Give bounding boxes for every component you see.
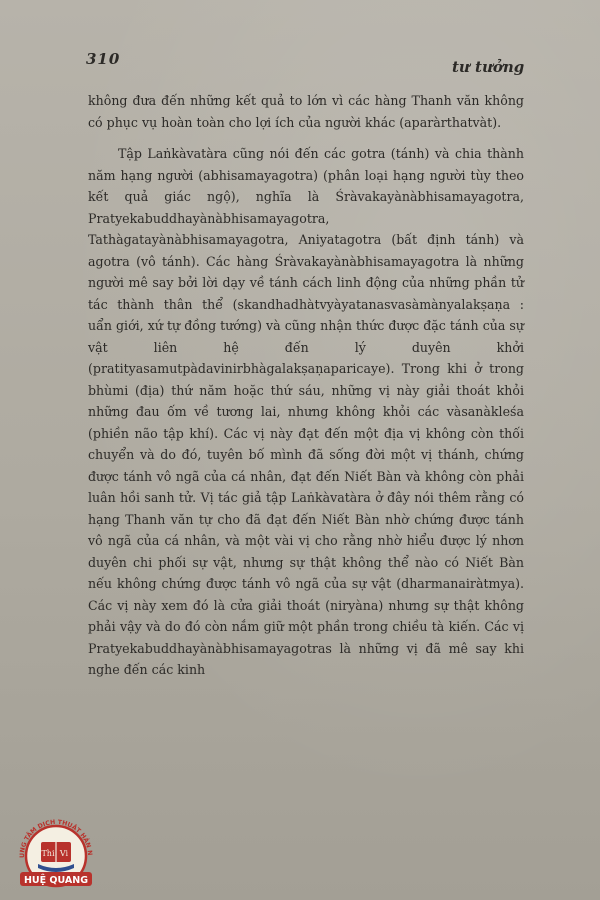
page-number: 310 [86,50,121,68]
logo-emblem-icon [14,812,98,890]
logo-arc-text: UNG TÂM DỊCH THUẬT HÁN N [18,818,94,859]
logo-name: HUỆ QUANG [23,875,89,886]
running-head: tư tưởng [452,58,525,76]
paragraph-continuation: không đưa đến những kết quả to lớn vì các hàng Thanh văn không có phục vụ hoàn toàn cho lợi ích của người khác (aparàrthatvàt). [88,93,524,130]
body-text [88,90,524,681]
svg-text:Vi: Vi [59,849,69,858]
svg-text:Thi: Thi [41,849,55,858]
paragraph-lankavatara: Tập Laṅkàvatàra cũng nói đến các gotra (tánh) và chia thành năm hạng người (abhisamayagotra) (phân loại hạng người tùy theo kết quả giác ngộ), nghĩa là Śràvakayànàbhisamayagotra, Pratyekabuddhayànàbhisamayagotra, Tathàgatayànàbhisamayagotra, Aniyatagotra (bất định tánh) và agotra (vô tánh). Các hàng Śràvakayànàbhisamayagotra là những người mê say bởi lời dạy về tánh cách linh động của những phần tử tác thành thân thể (skandhadhàtvyàyatanasvasàmànyalakṣaṇa : uẩn giới, xứ tự đồng tướng) và cũng nhận thức được đặc tánh của sự vật liên hệ đến lý duyên khởi (pratityasamutpàdavinirbhàgalakṣaṇaparicaye). Trong khi ở trong bhùmi (địa) thứ năm hoặc thứ sáu, những vị này giải thoát khỏi những đau ốm về tương lai, nhưng không khỏi các vàsanàkleśa (phiền não tập khí). Các vị này đạt đến một địa vị không còn thối chuyển và do đó, tuyên bố mình đã sống đời một vị thánh, chứng được tánh vô ngã của cá nhân, đạt đến Niết Bàn và không còn phải luân hồi sanh tử. Vị tác giả tập Laṅkàvatàra ở đây nói thêm rằng có hạng Thanh văn tự cho đã đạt đến Niết Bàn nhờ chứng được tánh vô ngã của cá nhân, và một vài vị cho rằng nhờ hiểu được lý nhơn duyên chi phối sự vật, nhưng sự thật không thể nào có Niết Bàn nếu không chứng được tánh vô ngã của sự vật (dharmanairàtmya). Các vị này xem đó là cửa giải thoát (niryàna) nhưng sự thật không phải vậy và do đó còn nắm giữ một phần trong chiều tà kiến. Các vị Pratyekabuddhayànàbhisamayagotras là những vị đã mê say khi nghe đến các kinh [88,146,524,677]
hue-quang-logo [14,812,98,890]
